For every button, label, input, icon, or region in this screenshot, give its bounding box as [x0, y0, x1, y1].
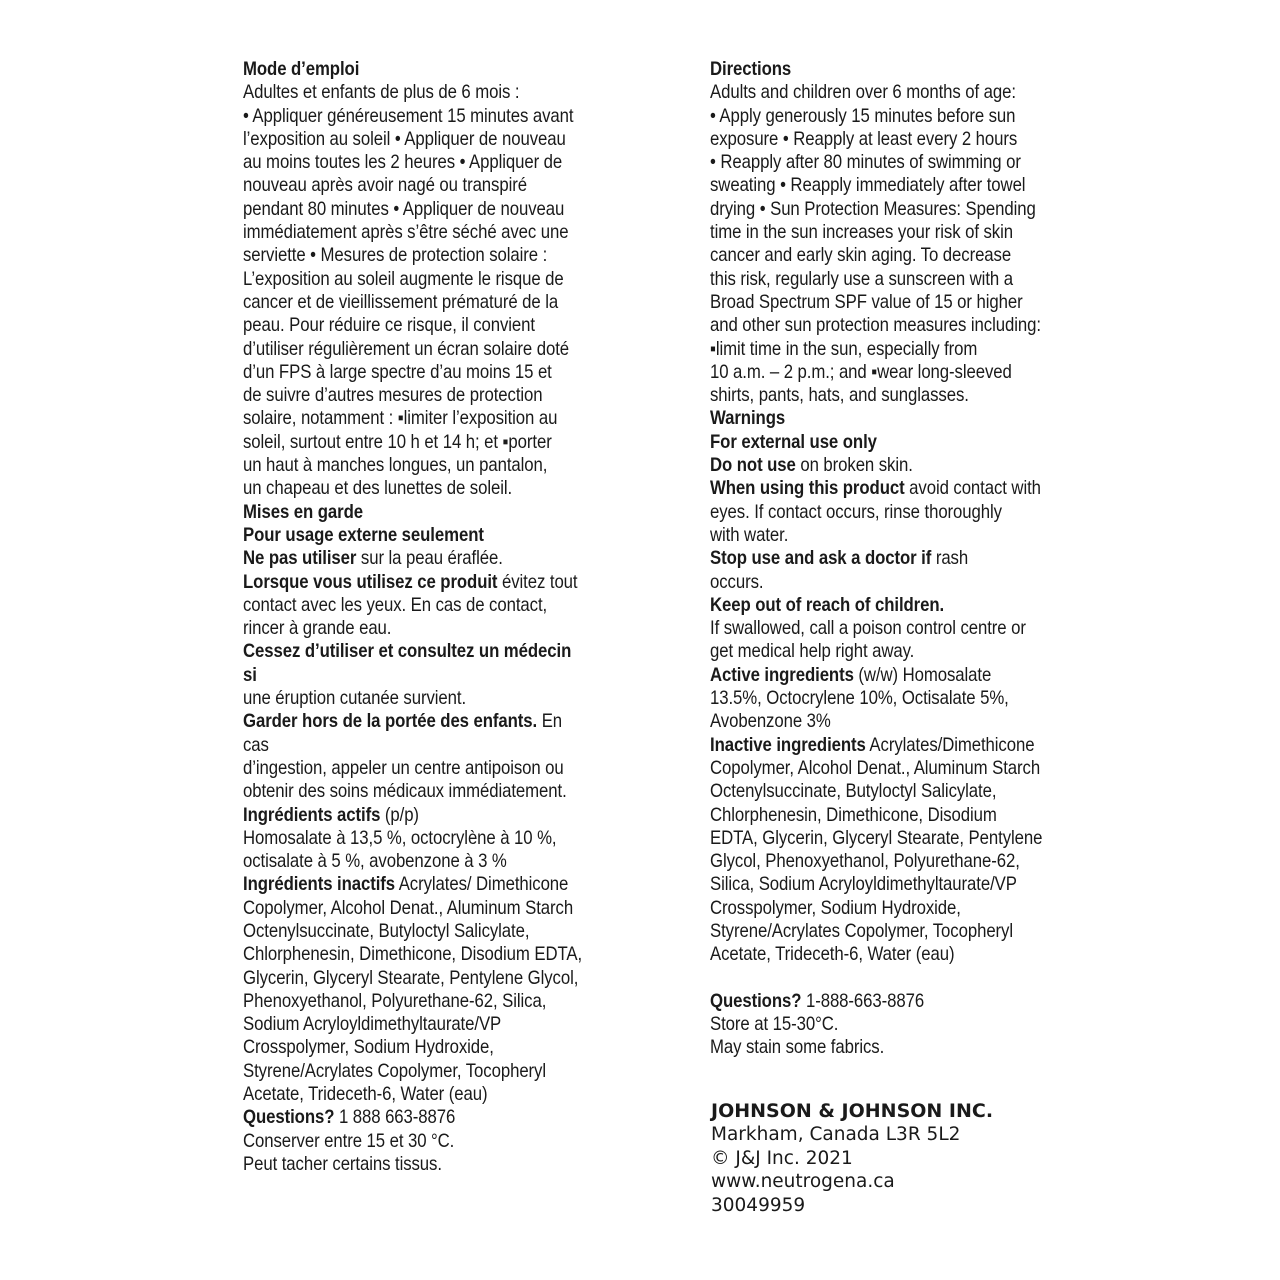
en-direction-line: drying • Sun Protection Measures: Spending	[710, 197, 1036, 220]
en-when-using-text: avoid contact with	[904, 477, 1041, 500]
en-stop-use-text: rash	[931, 547, 969, 570]
en-direction-line: this risk, regularly use a sunscreen with a	[710, 267, 1013, 290]
fr-when-using	[243, 571, 587, 594]
fr-direction-line: de suivre d’autres mesures de protection	[243, 384, 543, 407]
en-direction-line: time in the sun increases your risk of skin	[710, 221, 1013, 244]
fr-direction-line: un chapeau et des lunettes de soleil.	[243, 477, 513, 500]
company-address: Markham, Canada L3R 5L2	[711, 1124, 961, 1146]
en-when-using-label: When using this product	[710, 477, 905, 500]
fr-inactive-ingredients	[243, 873, 587, 896]
fr-inactive-line: Phenoxyethanol, Polyurethane-62, Silica,	[243, 989, 547, 1012]
en-inactive-line: Octenylsuccinate, Butyloctyl Salicylate,	[710, 780, 997, 803]
en-inactive-line: EDTA, Glycerin, Glyceryl Stearate, Pentylene	[710, 826, 1043, 849]
en-active-first: (w/w) Homosalate	[853, 663, 992, 686]
fr-direction-line: soleil, surtout entre 10 h et 14 h; et ▪porter	[243, 430, 552, 453]
en-do-not-use-text: on broken skin.	[795, 454, 913, 477]
fr-active-ingredients-heading	[243, 804, 587, 827]
en-direction-line: • Reapply after 80 minutes of swimming or	[710, 151, 1021, 174]
fr-keep-out-label: Garder hors de la portée des enfants.	[243, 710, 538, 733]
fr-when-using-line: rincer à grande eau.	[243, 617, 392, 640]
en-do-not-use-label: Do not use	[710, 454, 796, 477]
en-storage: Store at 15-30°C.	[710, 1012, 839, 1035]
en-inactive-line: Copolymer, Alcohol Denat., Aluminum Starch	[710, 756, 1041, 779]
fr-inactive-line: Sodium Acryloyldimethyltaurate/VP	[243, 1013, 502, 1036]
fr-inactive-line: Chlorphenesin, Dimethicone, Disodium EDTA,	[243, 943, 583, 966]
en-direction-line: cancer and early skin aging. To decrease	[710, 244, 1012, 267]
en-stain: May stain some fabrics.	[710, 1036, 885, 1059]
en-stop-use-line: occurs.	[710, 570, 764, 593]
fr-keep-out-text: En cas	[243, 710, 563, 756]
fr-direction-line: d’un FPS à large spectre d’au moins 15 et	[243, 360, 552, 383]
fr-stop-use-label: Cessez d’utiliser et consultez un médecin si	[243, 640, 572, 686]
fr-do-not-use-label: Ne pas utiliser	[243, 547, 357, 570]
fr-direction-line: solaire, notamment : ▪limiter l’exposition au	[243, 407, 558, 430]
fr-stain: Peut tacher certains tissus.	[243, 1152, 442, 1175]
company-info	[711, 1100, 993, 1217]
en-questions-phone: 1-888-663-8876	[801, 989, 925, 1012]
en-inactive-line: Styrene/Acrylates Copolymer, Tocopheryl	[710, 919, 1014, 942]
fr-direction-line: d’utiliser régulièrement un écran solaire doté	[243, 337, 570, 360]
en-active-label: Active ingredients	[710, 663, 854, 686]
fr-active-line: octisalate à 5 %, avobenzone à 3 %	[243, 850, 507, 873]
fr-direction-line: L’exposition au soleil augmente le risque de	[243, 267, 564, 290]
en-direction-line: Broad Spectrum SPF value of 15 or higher	[710, 290, 1023, 313]
fr-warnings-heading: Mises en garde	[243, 500, 363, 523]
en-inactive-line: Crosspolymer, Sodium Hydroxide,	[710, 896, 961, 919]
fr-active-line: Homosalate à 13,5 %, octocrylène à 10 %,	[243, 826, 557, 849]
en-direction-line: shirts, pants, hats, and sunglasses.	[710, 384, 969, 407]
company-website: www.neutrogena.ca	[711, 1171, 895, 1193]
fr-direction-line: serviette • Mesures de protection solaire :	[243, 244, 548, 267]
fr-when-using-text: évitez tout	[497, 570, 578, 593]
fr-inactive-line: Copolymer, Alcohol Denat., Aluminum Starch	[243, 896, 574, 919]
en-inactive-first: Acrylates/Dimethicone	[865, 733, 1035, 756]
fr-do-not-use-text: sur la peau éraflée.	[356, 547, 503, 570]
fr-inactive-line: Octenylsuccinate, Butyloctyl Salicylate,	[243, 919, 530, 942]
fr-questions	[243, 1106, 587, 1129]
en-active-line: Avobenzone 3%	[710, 710, 831, 733]
en-when-using-line: with water.	[710, 523, 789, 546]
en-keep-out-line: get medical help right away.	[710, 640, 915, 663]
fr-inactive-line: Acetate, Trideceth-6, Water (eau)	[243, 1083, 488, 1106]
fr-storage: Conserver entre 15 et 30 °C.	[243, 1129, 455, 1152]
french-column	[243, 58, 587, 1176]
en-direction-line: Adults and children over 6 months of age:	[710, 81, 1016, 104]
en-direction-line: exposure • Reapply at least every 2 hours	[710, 127, 1018, 150]
fr-direction-line: Adultes et enfants de plus de 6 mois :	[243, 81, 520, 104]
fr-direction-line: au moins toutes les 2 heures • Appliquer de	[243, 151, 563, 174]
fr-active-label: Ingrédients actifs	[243, 803, 381, 826]
en-direction-line: sweating • Reapply immediately after towel	[710, 174, 1026, 197]
fr-when-using-line: contact avec les yeux. En cas de contact,	[243, 593, 548, 616]
en-warnings-heading: Warnings	[710, 407, 786, 430]
en-inactive-line: Silica, Sodium Acryloyldimethyltaurate/VP	[710, 873, 1017, 896]
en-keep-out-label: Keep out of reach of children.	[710, 593, 945, 616]
fr-inactive-line: Crosspolymer, Sodium Hydroxide,	[243, 1036, 494, 1059]
fr-stop-use-text: une éruption cutanée survient.	[243, 687, 467, 710]
en-inactive-ingredients	[710, 734, 1054, 757]
en-direction-line: • Apply generously 15 minutes before sun	[710, 104, 1016, 127]
company-name: JOHNSON & JOHNSON INC.	[711, 1100, 994, 1122]
fr-questions-phone: 1 888 663-8876	[334, 1106, 456, 1129]
en-when-using	[710, 477, 1054, 500]
fr-direction-line: • Appliquer généreusement 15 minutes avant	[243, 104, 574, 127]
en-stop-use-label: Stop use and ask a doctor if	[710, 547, 932, 570]
fr-do-not-use	[243, 547, 587, 570]
fr-inactive-line: Glycerin, Glyceryl Stearate, Pentylene Glycol,	[243, 966, 579, 989]
en-directions-heading: Directions	[710, 58, 792, 80]
fr-active-suffix: (p/p)	[380, 803, 419, 826]
en-inactive-line: Acetate, Trideceth-6, Water (eau)	[710, 943, 955, 966]
en-keep-out-line: If swallowed, call a poison control centre or	[710, 617, 1026, 640]
fr-direction-line: immédiatement après s’être séché avec une	[243, 221, 569, 244]
en-inactive-line: Glycol, Phenoxyethanol, Polyurethane-62,	[710, 850, 1020, 873]
en-external-use: For external use only	[710, 430, 877, 453]
en-active-ingredients	[710, 664, 1054, 687]
fr-keep-out-line: obtenir des soins médicaux immédiatement.	[243, 780, 567, 803]
fr-inactive-label: Ingrédients inactifs	[243, 873, 396, 896]
fr-direction-line: cancer et de vieillissement prématuré de la	[243, 290, 559, 313]
fr-direction-line: l’exposition au soleil • Appliquer de nouveau	[243, 127, 566, 150]
en-direction-line: 10 a.m. – 2 p.m.; and ▪wear long-sleeved	[710, 360, 1012, 383]
fr-inactive-first: Acrylates/ Dimethicone	[395, 873, 569, 896]
fr-questions-label: Questions?	[243, 1106, 335, 1129]
fr-direction-line: peau. Pour réduire ce risque, il convient	[243, 314, 535, 337]
en-active-line: 13.5%, Octocrylene 10%, Octisalate 5%,	[710, 687, 1009, 710]
en-direction-line: ▪limit time in the sun, especially from	[710, 337, 978, 360]
en-questions-label: Questions?	[710, 989, 802, 1012]
spacer	[710, 967, 1054, 990]
en-stop-use	[710, 547, 1054, 570]
fr-when-using-label: Lorsque vous utilisez ce produit	[243, 570, 498, 593]
english-column	[710, 58, 1054, 1059]
en-questions	[710, 990, 1054, 1013]
en-inactive-line: Chlorphenesin, Dimethicone, Disodium	[710, 803, 997, 826]
fr-keep-out-line: d’ingestion, appeler un centre antipoison ou	[243, 756, 564, 779]
en-when-using-line: eyes. If contact occurs, rinse thoroughly	[710, 500, 1002, 523]
fr-inactive-line: Styrene/Acrylates Copolymer, Tocopheryl	[243, 1059, 547, 1082]
fr-directions-heading: Mode d’emploi	[243, 58, 360, 80]
fr-external-use: Pour usage externe seulement	[243, 523, 484, 546]
product-code: 30049959	[711, 1194, 806, 1216]
company-copyright: © J&J Inc. 2021	[711, 1147, 853, 1169]
en-inactive-label: Inactive ingredients	[710, 733, 866, 756]
fr-direction-line: pendant 80 minutes • Appliquer de nouveau	[243, 197, 565, 220]
fr-direction-line: nouveau après avoir nagé ou transpiré	[243, 174, 527, 197]
en-direction-line: and other sun protection measures including:	[710, 314, 1041, 337]
fr-direction-line: un haut à manches longues, un pantalon,	[243, 454, 548, 477]
en-do-not-use	[710, 454, 1054, 477]
fr-keep-out	[243, 710, 587, 757]
